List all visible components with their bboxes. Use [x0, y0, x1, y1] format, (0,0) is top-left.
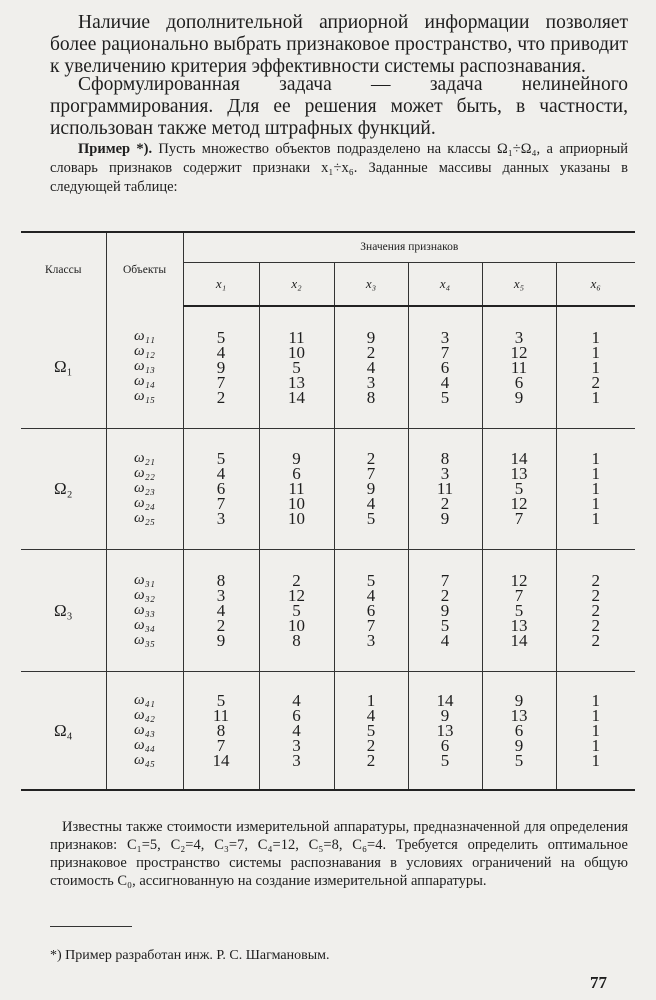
value-cell [556, 428, 635, 549]
value: 9 [514, 690, 524, 710]
paragraph-1: Наличие дополнительной априорной информации позволяет более рационально выбрать признаковое пространство, что приводит к увеличению критерия эффективности системы распознавания. [50, 12, 628, 77]
value: 8 [216, 570, 226, 590]
value: 2 [216, 615, 226, 635]
example-label: Пример *). [78, 141, 153, 157]
paragraph-2: Сформулированная задача — задача нелинейного программирования. Для ее решения может быть, в частности, использован также метод штрафных функций. [50, 74, 628, 139]
object-label: ω₃₁ [133, 571, 156, 588]
value: 3 [366, 630, 376, 650]
value: 9 [440, 705, 450, 725]
value: 2 [591, 570, 601, 590]
value: 1 [591, 494, 601, 513]
value: 3 [440, 464, 450, 483]
object-label: ω₂₂ [133, 465, 156, 481]
value-cell [259, 671, 334, 790]
value: 2 [591, 615, 601, 635]
value: 11 [288, 327, 305, 347]
value: 5 [292, 357, 301, 377]
value: 8 [216, 720, 226, 740]
object-label: ω₃₂ [133, 586, 156, 603]
value: 14 [510, 449, 528, 468]
value: 13 [510, 705, 528, 725]
value: 7 [366, 615, 376, 635]
value-cell [334, 671, 408, 790]
value: 5 [216, 690, 226, 710]
value-cell [556, 549, 635, 671]
class-label: Ω₃ [21, 549, 106, 671]
value: 10 [288, 615, 305, 635]
value-cell [482, 671, 556, 790]
value-cell [408, 306, 482, 428]
example-paragraph [50, 140, 628, 197]
value: 1 [591, 479, 601, 498]
class-label: Ω₄ [21, 671, 106, 790]
value: 7 [440, 570, 450, 590]
header-classes: Классы [21, 232, 106, 306]
value: 3 [292, 750, 301, 770]
value-cell [183, 306, 259, 428]
object-label: ω₃₃ [133, 601, 156, 618]
value: 14 [212, 750, 230, 770]
value: 5 [366, 720, 376, 740]
value: 6 [366, 600, 376, 620]
header-feature-values: Значения признаков [183, 232, 635, 262]
value: 9 [366, 327, 376, 347]
value: 2 [591, 630, 601, 650]
value: 12 [288, 585, 305, 605]
page-number: 77 [590, 973, 607, 992]
value: 1 [591, 387, 601, 407]
value-cell [334, 306, 408, 428]
header-feature: x₁ [183, 262, 259, 306]
value: 10 [288, 342, 305, 362]
value: 3 [514, 327, 524, 347]
value-cell [482, 306, 556, 428]
value-cell [408, 549, 482, 671]
value: 11 [288, 479, 305, 498]
value: 7 [216, 494, 226, 513]
object-list [106, 428, 183, 549]
value: 5 [366, 509, 376, 528]
value: 7 [216, 735, 226, 755]
value: 6 [440, 357, 450, 377]
value: 12 [510, 342, 528, 362]
value-cell [183, 549, 259, 671]
value-cell [259, 428, 334, 549]
object-label: ω₂₁ [133, 450, 156, 466]
value: 11 [212, 705, 230, 725]
value-cell [334, 549, 408, 671]
value: 4 [216, 464, 226, 483]
header-feature: x₃ [334, 262, 408, 306]
class-label: Ω₂ [21, 428, 106, 549]
object-list [106, 549, 183, 671]
value: 2 [591, 372, 601, 392]
value: 1 [591, 327, 601, 347]
value: 2 [366, 449, 376, 468]
value: 1 [591, 735, 601, 755]
value: 6 [440, 735, 450, 755]
value: 3 [216, 509, 226, 528]
value: 3 [366, 372, 376, 392]
value: 4 [440, 630, 450, 650]
value: 13 [510, 464, 528, 483]
value: 7 [216, 372, 226, 392]
value: 9 [292, 449, 301, 468]
object-label: ω₄₅ [133, 751, 156, 768]
object-list [106, 671, 183, 790]
value: 4 [292, 690, 301, 710]
object-label: ω₄₃ [133, 721, 156, 738]
value: 4 [216, 600, 226, 620]
value: 6 [292, 705, 301, 725]
object-label: ω₁₃ [133, 358, 156, 375]
footnote-divider [50, 926, 132, 927]
value: 1 [591, 750, 601, 770]
header-feature: x₆ [556, 262, 635, 306]
footnote: *) Пример разработан инж. Р. С. Шагмановым. [50, 948, 330, 963]
value-cell [482, 549, 556, 671]
value: 5 [514, 750, 524, 770]
value: 4 [366, 357, 376, 377]
value-cell [334, 428, 408, 549]
value: 5 [216, 449, 226, 468]
object-label: ω₁₂ [133, 343, 156, 360]
value: 4 [440, 372, 450, 392]
object-label: ω₃₅ [133, 631, 156, 648]
value: 13 [288, 372, 305, 392]
value: 5 [514, 600, 524, 620]
value: 11 [436, 479, 454, 498]
value: 1 [591, 449, 601, 468]
value-cell [556, 306, 635, 428]
value: 8 [440, 449, 450, 468]
object-list [106, 306, 183, 428]
value: 4 [216, 342, 226, 362]
value: 14 [436, 690, 454, 710]
value: 9 [514, 735, 524, 755]
value: 12 [510, 570, 528, 590]
value: 1 [366, 690, 376, 710]
object-label: ω₂₄ [133, 495, 156, 511]
value: 2 [366, 735, 376, 755]
value: 7 [440, 342, 450, 362]
value: 5 [514, 479, 524, 498]
value: 9 [514, 387, 524, 407]
example-text: Пусть множество объектов подразделено на классы Ω₁÷Ω₄, а априорный словарь признаков содержит признаки x₁÷x₆. Заданные массивы данных указаны в следующей таблице: [50, 141, 628, 195]
value: 1 [591, 509, 601, 528]
value: 1 [591, 690, 601, 710]
value-cell [183, 428, 259, 549]
value: 7 [514, 585, 524, 605]
value: 1 [591, 464, 601, 483]
value: 8 [292, 630, 301, 650]
value: 14 [288, 387, 305, 407]
value: 1 [591, 357, 601, 377]
value: 6 [514, 372, 524, 392]
value: 2 [440, 494, 450, 513]
value: 6 [514, 720, 524, 740]
object-label: ω₁₄ [133, 373, 156, 390]
value: 5 [216, 327, 226, 347]
value-cell [259, 306, 334, 428]
value: 3 [216, 585, 226, 605]
value: 2 [366, 342, 376, 362]
value: 6 [292, 464, 301, 483]
object-label: ω₂₃ [133, 480, 156, 496]
object-label: ω₁₁ [133, 328, 156, 345]
value: 9 [440, 509, 450, 528]
value: 9 [366, 479, 376, 498]
value: 4 [366, 585, 376, 605]
value: 4 [292, 720, 301, 740]
value: 2 [440, 585, 450, 605]
value: 8 [366, 387, 376, 407]
value: 11 [510, 357, 528, 377]
object-label: ω₄₄ [133, 736, 156, 753]
value-cell [408, 428, 482, 549]
value: 7 [366, 464, 376, 483]
costs-paragraph: Известны также стоимости измерительной аппаратуры, предназначенной для определения признаков: C₁=5, C₂=4, C₃=7, C₄=12, C₅=8, C₆=4. Требуется определить оптимальное признаковое пространство системы распознавания в условиях ограничений на общую стоимость C₀, ассигнованную на создание измерительной аппаратуры. [50, 819, 628, 889]
object-label: ω₃₄ [133, 616, 156, 633]
object-label: ω₄₁ [133, 691, 156, 708]
value: 1 [591, 342, 601, 362]
value: 10 [288, 494, 305, 513]
value: 5 [440, 387, 450, 407]
value: 5 [366, 570, 376, 590]
object-label: ω₂₅ [133, 510, 156, 526]
value: 2 [591, 600, 601, 620]
value: 3 [440, 327, 450, 347]
value-cell [482, 428, 556, 549]
value: 13 [510, 615, 528, 635]
value-cell [183, 671, 259, 790]
header-feature: x₂ [259, 262, 334, 306]
value: 2 [216, 387, 226, 407]
value: 2 [366, 750, 376, 770]
value: 1 [591, 705, 601, 725]
data-table [21, 231, 635, 791]
value-cell [259, 549, 334, 671]
value: 5 [440, 615, 450, 635]
value: 9 [440, 600, 450, 620]
value: 4 [366, 705, 376, 725]
value: 9 [216, 357, 226, 377]
value: 13 [436, 720, 454, 740]
value: 4 [366, 494, 376, 513]
value: 14 [510, 630, 528, 650]
value: 5 [440, 750, 450, 770]
header-objects: Объекты [106, 232, 183, 306]
header-feature: x₄ [408, 262, 482, 306]
value: 3 [292, 735, 301, 755]
object-label: ω₁₅ [133, 388, 156, 405]
value: 12 [510, 494, 528, 513]
value-cell [556, 671, 635, 790]
value: 5 [292, 600, 301, 620]
value: 7 [514, 509, 524, 528]
value: 2 [292, 570, 301, 590]
value: 9 [216, 630, 226, 650]
value: 6 [216, 479, 226, 498]
class-label: Ω₁ [21, 306, 106, 428]
value-cell [408, 671, 482, 790]
header-feature: x₅ [482, 262, 556, 306]
object-label: ω₄₂ [133, 706, 156, 723]
value: 1 [591, 720, 601, 740]
value: 2 [591, 585, 601, 605]
value: 10 [288, 509, 305, 528]
